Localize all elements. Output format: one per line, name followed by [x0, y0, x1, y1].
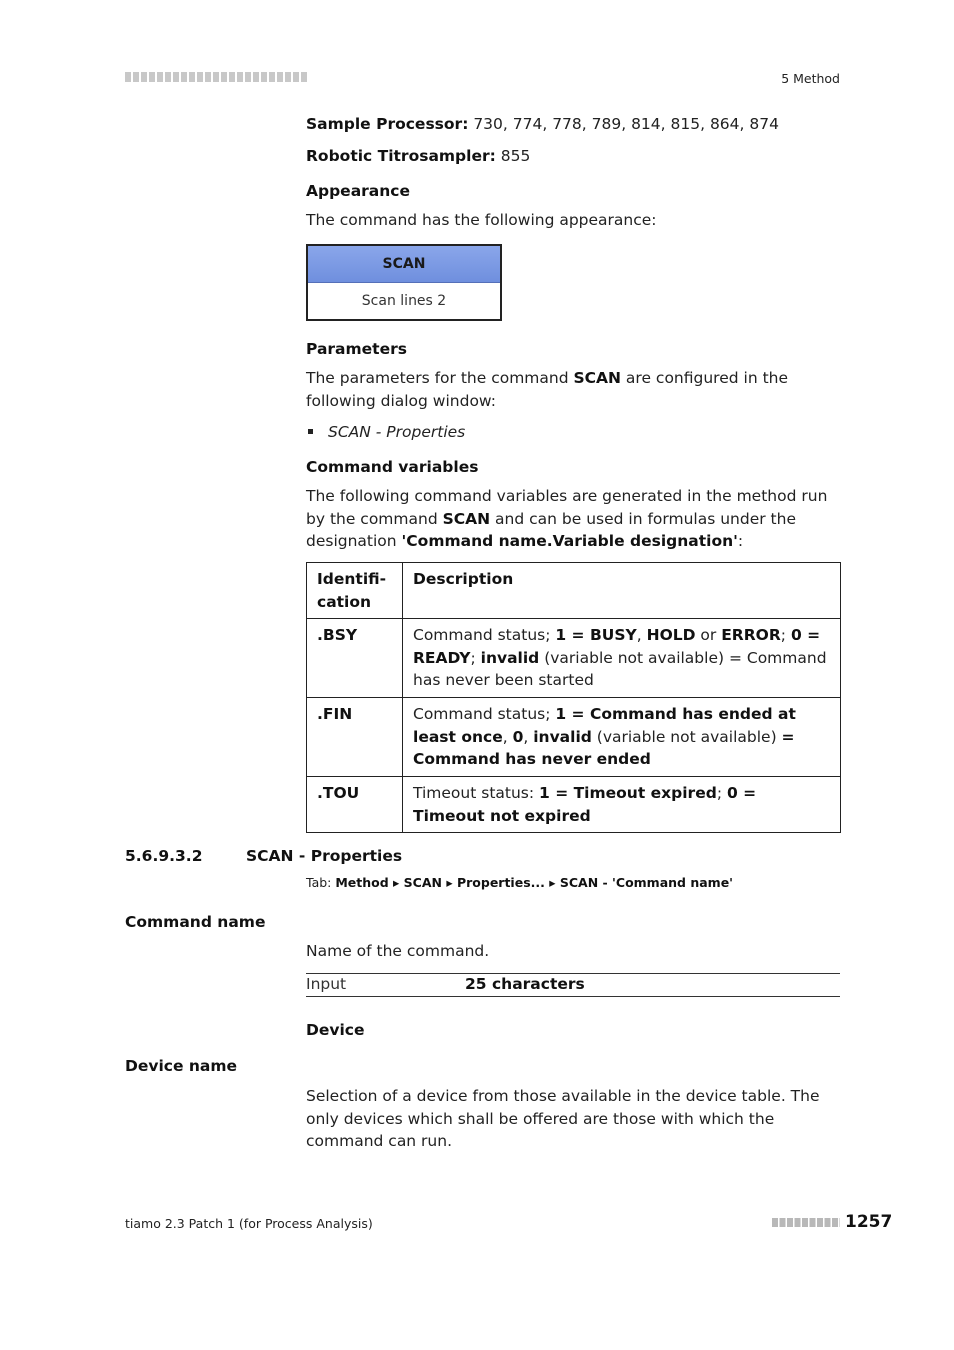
variable-id: .TOU [307, 777, 403, 833]
table-row [307, 619, 841, 698]
parameters-heading: Parameters [306, 340, 407, 358]
variable-id: .BSY [307, 619, 403, 698]
section-title: SCAN - Properties [246, 847, 403, 865]
page-number: 1257 [845, 1212, 893, 1232]
tou-p2: ; [716, 784, 727, 802]
parameters-text-b: are configured in the following dialog window: [306, 369, 789, 410]
fin-p4: (variable not available) [591, 727, 782, 746]
bsy-p1: Command status; [413, 626, 556, 644]
device-name-text: Selection of a device from those available in the device table. The only devices which shall be offered are those with which the command can run. [306, 1087, 820, 1150]
bsy-p3: or [695, 626, 722, 644]
fin-b4: = Command has never ended [413, 727, 795, 768]
bsy-p6: (variable not available) = Command has never been started [413, 648, 827, 689]
scan-command-box [306, 244, 502, 321]
table-row [307, 777, 841, 833]
cv-text-b: and can be used in formulas under the designation [306, 509, 796, 550]
device-heading: Device [306, 1021, 365, 1039]
tou-p1: Timeout status: [413, 784, 540, 802]
bsy-p5: ; [470, 648, 481, 667]
table-row [307, 698, 841, 777]
fin-b1: 1 = Command has ended at least once [413, 705, 796, 746]
command-name-text: Name of the command. [306, 942, 490, 960]
fin-p1: Command status; [413, 705, 556, 723]
scan-properties-link[interactable]: SCAN - Properties [328, 423, 466, 441]
header-section: 5 Method [781, 71, 840, 86]
fin-p2: , [502, 727, 513, 746]
input-value: 25 characters [465, 975, 585, 993]
tab-path [306, 875, 733, 890]
appearance-heading: Appearance [306, 182, 410, 200]
table-header-description: Description [403, 563, 841, 619]
robotic-line [306, 145, 530, 168]
footer-product: tiamo 2.3 Patch 1 (for Process Analysis) [125, 1216, 373, 1231]
cv-designation: 'Command name.Variable designation' [401, 532, 738, 550]
tab-path-label: Tab: [306, 875, 336, 890]
command-name-heading: Command name [125, 913, 266, 931]
variable-description [403, 777, 841, 833]
scan-command-subtitle: Scan lines 2 [361, 293, 447, 309]
sample-processor-line [306, 113, 779, 136]
fin-b2: 0 [512, 727, 524, 746]
bsy-b4: 0 = READY [413, 626, 821, 667]
scan-command-title: SCAN [308, 246, 500, 283]
tab-path-value: Method ▸ SCAN ▸ Properties... ▸ SCAN - 'Command name' [335, 875, 733, 890]
bsy-b5: invalid [480, 648, 540, 667]
bullet-square [308, 429, 313, 434]
fin-p3: , [523, 727, 534, 746]
cv-text-a: The following command variables are generated in the method run by the command [306, 487, 828, 528]
command-variables-text [306, 485, 841, 553]
sample-processor-value: 730, 774, 778, 789, 814, 815, 864, 874 [468, 115, 779, 133]
cv-colon: : [737, 532, 744, 550]
command-variables-table [306, 562, 841, 833]
header-decoration [125, 72, 307, 82]
variable-id: .FIN [307, 698, 403, 777]
command-variables-heading: Command variables [306, 458, 479, 476]
section-number: 5.6.9.3.2 [125, 847, 203, 865]
table-header-identification: Identifi-cation [307, 563, 403, 619]
variable-description [403, 698, 841, 777]
bsy-b1: 1 = BUSY [555, 626, 637, 644]
bsy-b3: ERROR [721, 626, 781, 644]
parameters-text-a: The parameters for the command [306, 369, 574, 387]
sample-processor-label: Sample Processor: [306, 115, 469, 133]
bsy-b2: HOLD [646, 626, 696, 644]
table-header-row [307, 563, 841, 619]
appearance-text: The command has the following appearance: [306, 211, 657, 229]
fin-b3: invalid [533, 727, 592, 746]
bsy-p2: , [636, 626, 647, 644]
device-name-heading: Device name [125, 1057, 238, 1075]
robotic-label: Robotic Titrosampler: [306, 147, 496, 165]
cv-text-bold: SCAN [442, 509, 491, 528]
footer-decoration [772, 1218, 840, 1227]
tou-b1: 1 = Timeout expired [539, 784, 717, 802]
parameters-text [306, 367, 841, 412]
robotic-value: 855 [495, 147, 531, 165]
variable-description [403, 619, 841, 698]
parameters-text-bold: SCAN [573, 369, 621, 387]
tou-b2: 0 = Timeout not expired [413, 784, 757, 825]
bsy-p4: ; [780, 626, 791, 644]
input-label: Input [306, 975, 347, 993]
